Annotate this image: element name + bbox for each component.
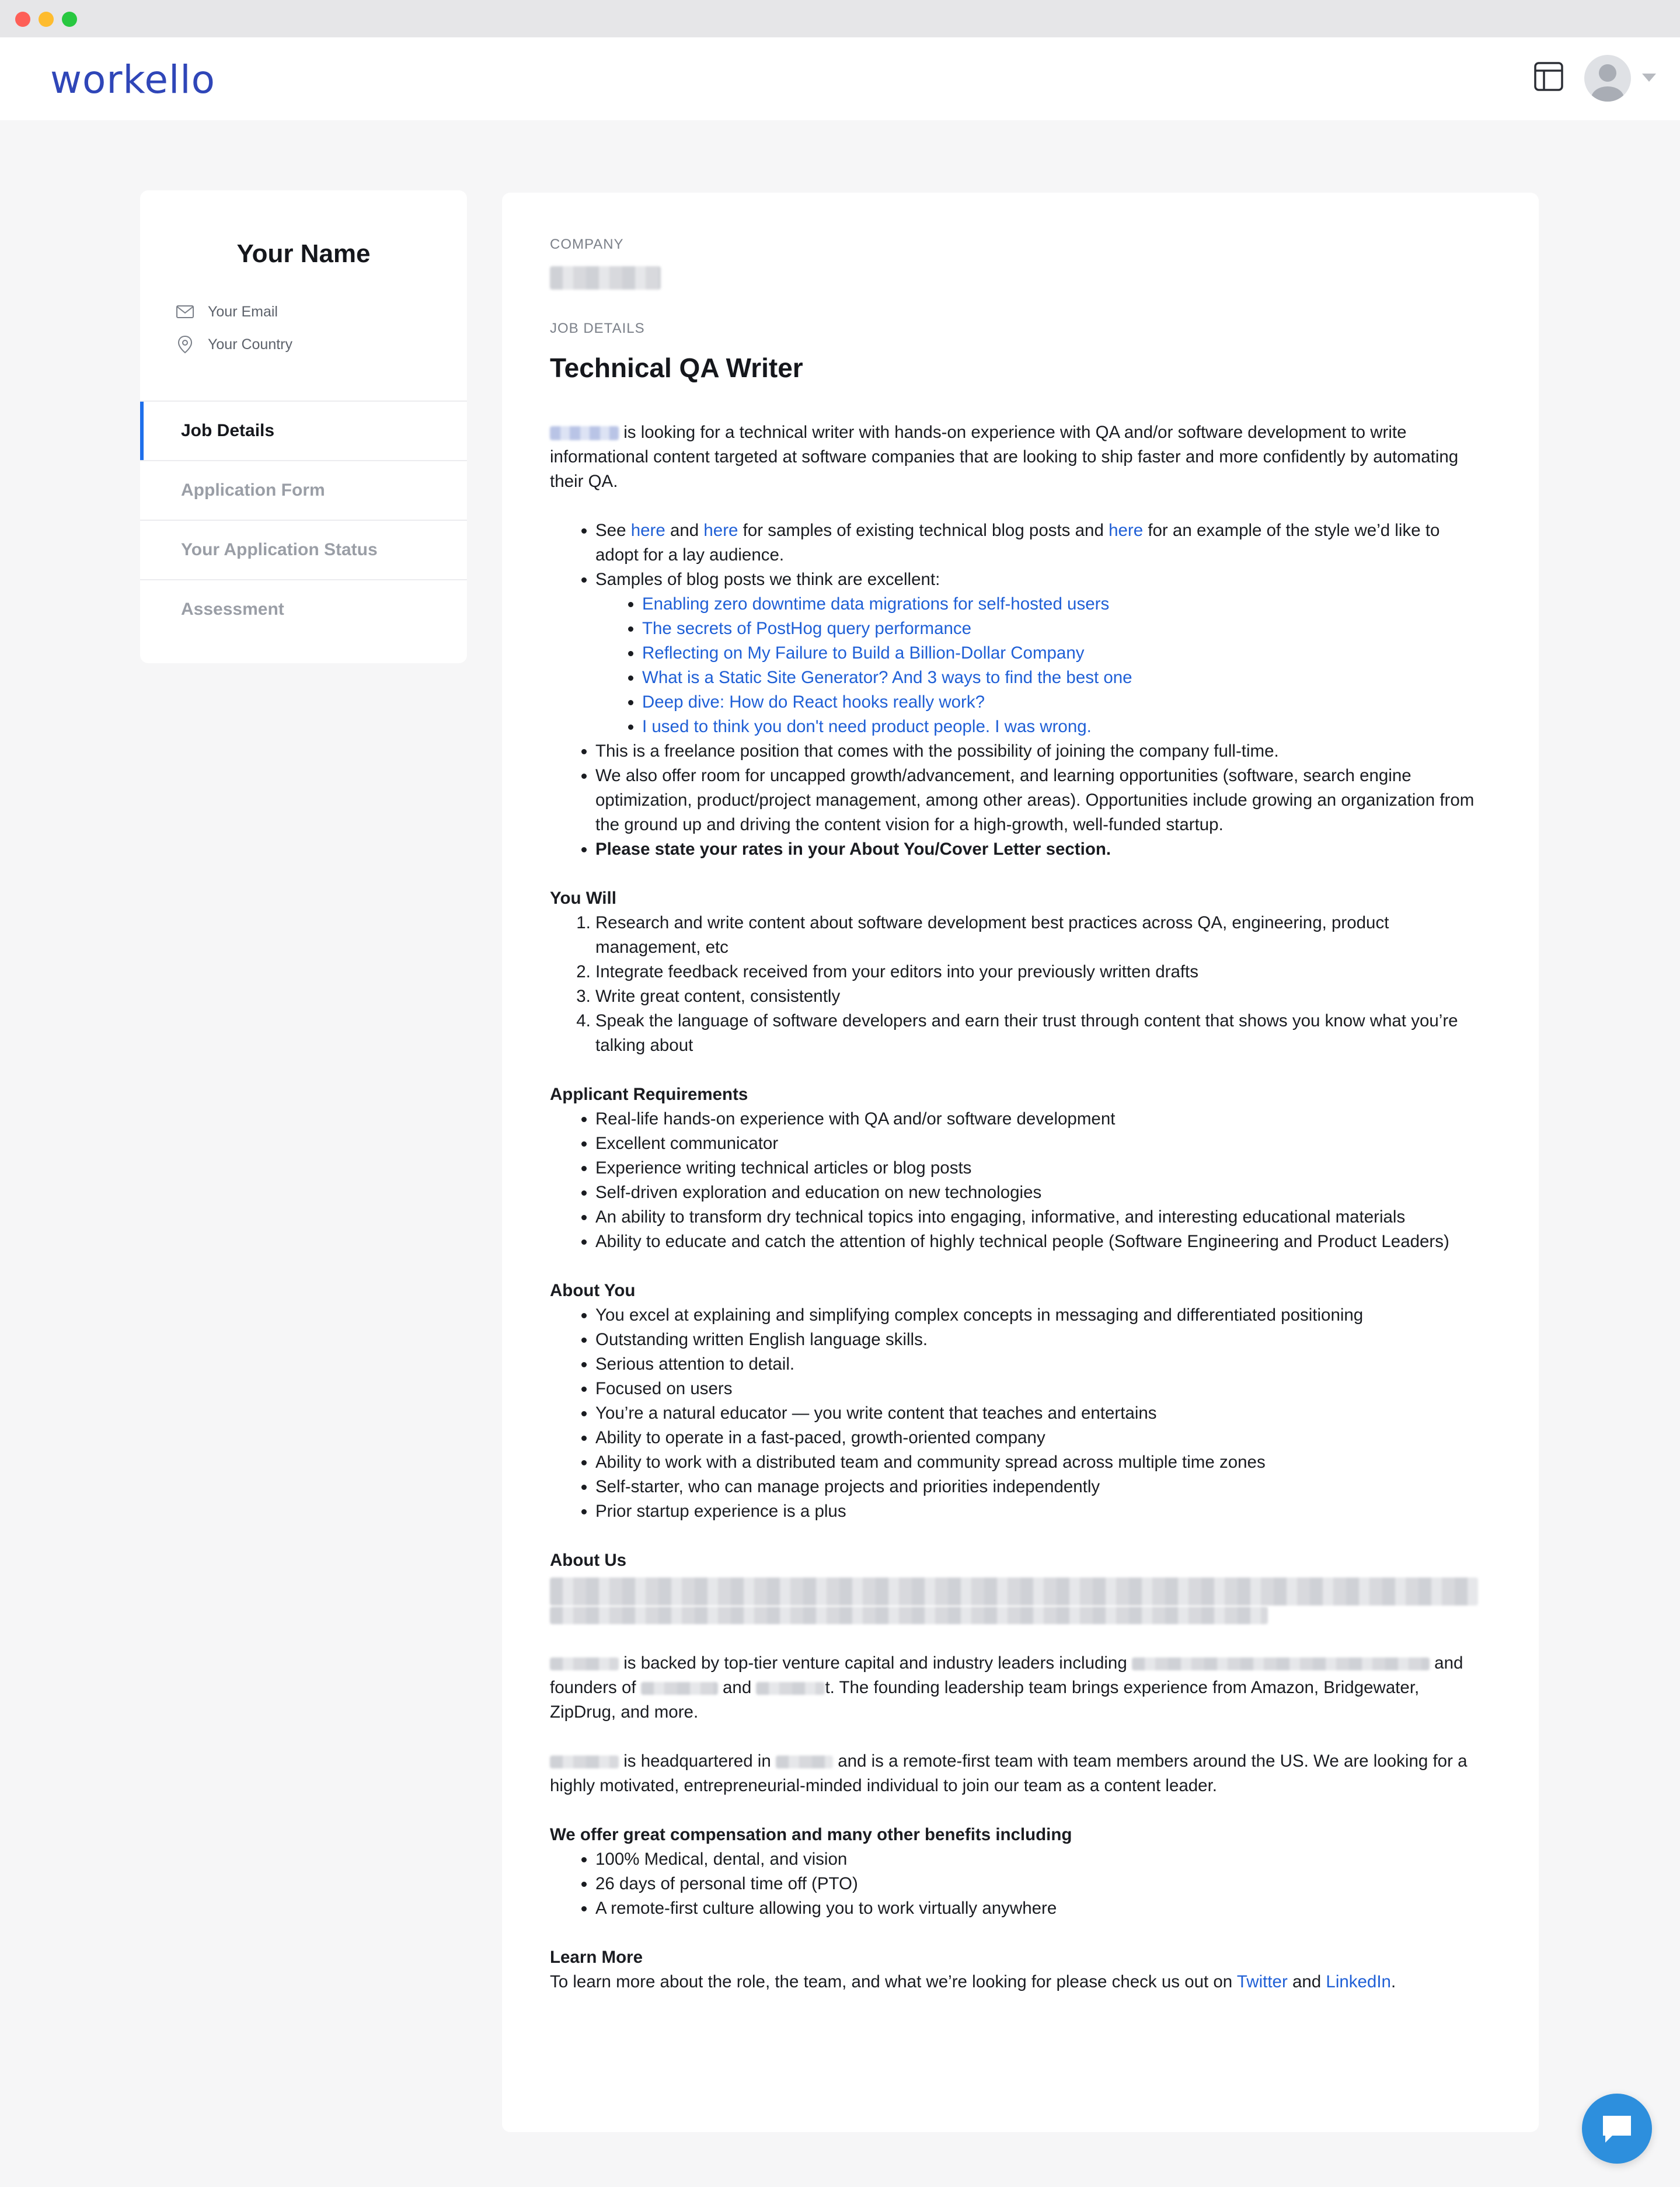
backers-paragraph: is backed by top-tier venture capital and industry leaders including and founders of and t. The founding leadership team brings experience from Amazon, Bridgewater, ZipDrug, and more.: [550, 1653, 1463, 1722]
sample-link-5[interactable]: Deep dive: How do React hooks really work?: [642, 692, 985, 712]
job-details-card: [502, 193, 1539, 2132]
you-will-list: [550, 911, 1484, 1058]
about-you-list: [550, 1303, 1484, 1524]
user-avatar[interactable]: [1584, 55, 1631, 102]
sample-link-6[interactable]: I used to think you don't need product people. I was wrong.: [642, 717, 1092, 737]
list-item: • Ability to operate in a fast-paced, growth-oriented company: [595, 1426, 1484, 1450]
chat-launcher-button[interactable]: [1582, 2094, 1652, 2164]
list-item: • Excellent communicator: [595, 1131, 1484, 1156]
job-title: Technical QA Writer: [550, 353, 803, 384]
sidebar-item-assessment[interactable]: Assessment: [140, 579, 467, 639]
benefits-list: [550, 1847, 1484, 1921]
list-item: • An ability to transform dry technical topics into engaging, informative, and interesting educational materials: [595, 1205, 1484, 1230]
list-item: 4. Speak the language of software developers and earn their trust through content that shows you know what you’re talking about: [595, 1009, 1484, 1058]
sidebar-nav: [140, 401, 467, 639]
person-icon: [1584, 55, 1631, 102]
list-item: [642, 592, 1484, 617]
list-item: 2. Integrate feedback received from your editors into your previously written drafts: [595, 960, 1484, 984]
app-header: [0, 37, 1680, 120]
sample-link-3[interactable]: Reflecting on My Failure to Build a Billion-Dollar Company: [642, 643, 1085, 663]
you-will-heading: You Will: [550, 889, 616, 908]
list-item: • Prior startup experience is a plus: [595, 1499, 1484, 1524]
list-item: • Real-life hands-on experience with QA and/or software development: [595, 1107, 1484, 1131]
learn-more-paragraph: To learn more about the role, the team, and what we’re looking for please check us out on Twitter and LinkedIn.: [550, 1972, 1396, 1992]
learn-more-heading: Learn More: [550, 1948, 643, 1967]
sample-link-2[interactable]: The secrets of PostHog query performance: [642, 619, 972, 639]
email-row: [175, 301, 278, 322]
location-pin-icon: [175, 335, 195, 354]
profile-country: Your Country: [208, 336, 292, 353]
intro-text: is looking for a technical writer with hands-on experience with QA and/or software development to write informational content targeted at software companies that are looking to ship faster and more confidently by automating their QA.: [550, 423, 1459, 492]
profile-email: Your Email: [208, 303, 278, 320]
minimize-window-button[interactable]: [39, 12, 54, 27]
workello-logo[interactable]: workello: [50, 57, 216, 102]
list-item: [642, 641, 1484, 666]
list-item: 3. Write great content, consistently: [595, 984, 1484, 1009]
here-link-2[interactable]: here: [703, 521, 738, 541]
list-item: • A remote-first culture allowing you to work virtually anywhere: [595, 1896, 1484, 1921]
list-item: 1. Research and write content about software development best practices across QA, engineering, product management, etc: [595, 911, 1484, 960]
list-item: • Self-driven exploration and education on new technologies: [595, 1180, 1484, 1205]
sidebar-item-application-form[interactable]: Application Form: [140, 460, 467, 520]
company-link-redacted[interactable]: [550, 426, 619, 440]
list-item: • Please state your rates in your About You/Cover Letter section.: [595, 837, 1484, 862]
twitter-link[interactable]: Twitter: [1236, 1972, 1288, 1992]
country-row: [175, 334, 292, 355]
list-item: • This is a freelance position that comes with the possibility of joining the company full-time.: [595, 739, 1484, 764]
list-item: [642, 666, 1484, 690]
sample-links-list: [595, 592, 1484, 739]
list-item: • Experience writing technical articles or blog posts: [595, 1156, 1484, 1180]
list-item: [642, 715, 1484, 739]
about-us-heading: About Us: [550, 1551, 627, 1570]
list-item: • Self-starter, who can manage projects and priorities independently: [595, 1475, 1484, 1499]
close-window-button[interactable]: [15, 12, 30, 27]
sidebar-item-job-details[interactable]: Job Details: [140, 401, 467, 460]
list-item: • Serious attention to detail.: [595, 1352, 1484, 1377]
company-name-redacted: [550, 266, 661, 290]
requirements-list: [550, 1107, 1484, 1254]
about-us-redacted: [550, 1577, 1484, 1624]
list-item: • We also offer room for uncapped growth/advancement, and learning opportunities (software, search engine optimization, product/project management, among other areas). Opportunities include growing an organization from the ground up and driving the content vision for a high-growth, well-funded startup.: [595, 764, 1484, 837]
profile-name: Your Name: [236, 239, 371, 268]
list-item: • Ability to educate and catch the attention of highly technical people (Software Engineering and Product Leaders): [595, 1230, 1484, 1254]
sample-link-4[interactable]: What is a Static Site Generator? And 3 ways to find the best one: [642, 668, 1132, 688]
mail-icon: [175, 302, 195, 322]
list-item: • Outstanding written English language skills.: [595, 1328, 1484, 1352]
here-link-3[interactable]: here: [1109, 521, 1144, 541]
list-item: • You’re a natural educator — you write content that teaches and entertains: [595, 1401, 1484, 1426]
sidebar-item-application-status[interactable]: Your Application Status: [140, 520, 467, 579]
sample-link-1[interactable]: Enabling zero downtime data migrations for self-hosted users: [642, 594, 1110, 614]
maximize-window-button[interactable]: [62, 12, 77, 27]
list-item: • Ability to work with a distributed team and community spread across multiple time zones: [595, 1450, 1484, 1475]
profile-sidebar: [140, 190, 467, 663]
headquarters-paragraph: is headquartered in and is a remote-first team with team members around the US. We are looking for a highly motivated, entrepreneurial-minded individual to join our team as a content leader.: [550, 1751, 1468, 1796]
about-you-heading: About You: [550, 1281, 636, 1301]
list-item: [642, 617, 1484, 641]
list-item: • Samples of blog posts we think are excellent: • Enabling zero downtime data migrations for self-hosted users • The secrets of PostHog query performance • Reflecting on My Failure to Build a Billion-Dollar Company • What is a Static Site Generator? And 3 ways to find the best one • Deep dive: How do React hooks really work? • I used to think you don't need product people. I was wrong.: [595, 567, 1484, 739]
chevron-down-icon[interactable]: [1642, 74, 1656, 82]
list-item: [642, 690, 1484, 715]
list-item: • 100% Medical, dental, and vision: [595, 1847, 1484, 1872]
here-link-1[interactable]: here: [630, 521, 665, 541]
intro-paragraph: [550, 420, 1484, 494]
list-item: • 26 days of personal time off (PTO): [595, 1872, 1484, 1896]
job-details-label: JOB DETAILS: [550, 321, 645, 337]
company-label: COMPANY: [550, 236, 624, 252]
list-item: • See here and here for samples of existing technical blog posts and here for an example of the style we’d like to adopt for a lay audience.: [595, 518, 1484, 567]
layout-icon[interactable]: [1533, 61, 1564, 92]
job-content: [550, 235, 1484, 1994]
overview-list: [550, 518, 1484, 862]
requirements-heading: Applicant Requirements: [550, 1085, 748, 1105]
chat-bubble-icon: [1599, 2112, 1634, 2146]
linkedin-link[interactable]: LinkedIn: [1326, 1972, 1391, 1992]
window-titlebar: [0, 0, 1680, 37]
list-item: • Focused on users: [595, 1377, 1484, 1401]
benefits-heading: We offer great compensation and many other benefits including: [550, 1825, 1072, 1845]
list-item: • You excel at explaining and simplifying complex concepts in messaging and differentiated positioning: [595, 1303, 1484, 1328]
